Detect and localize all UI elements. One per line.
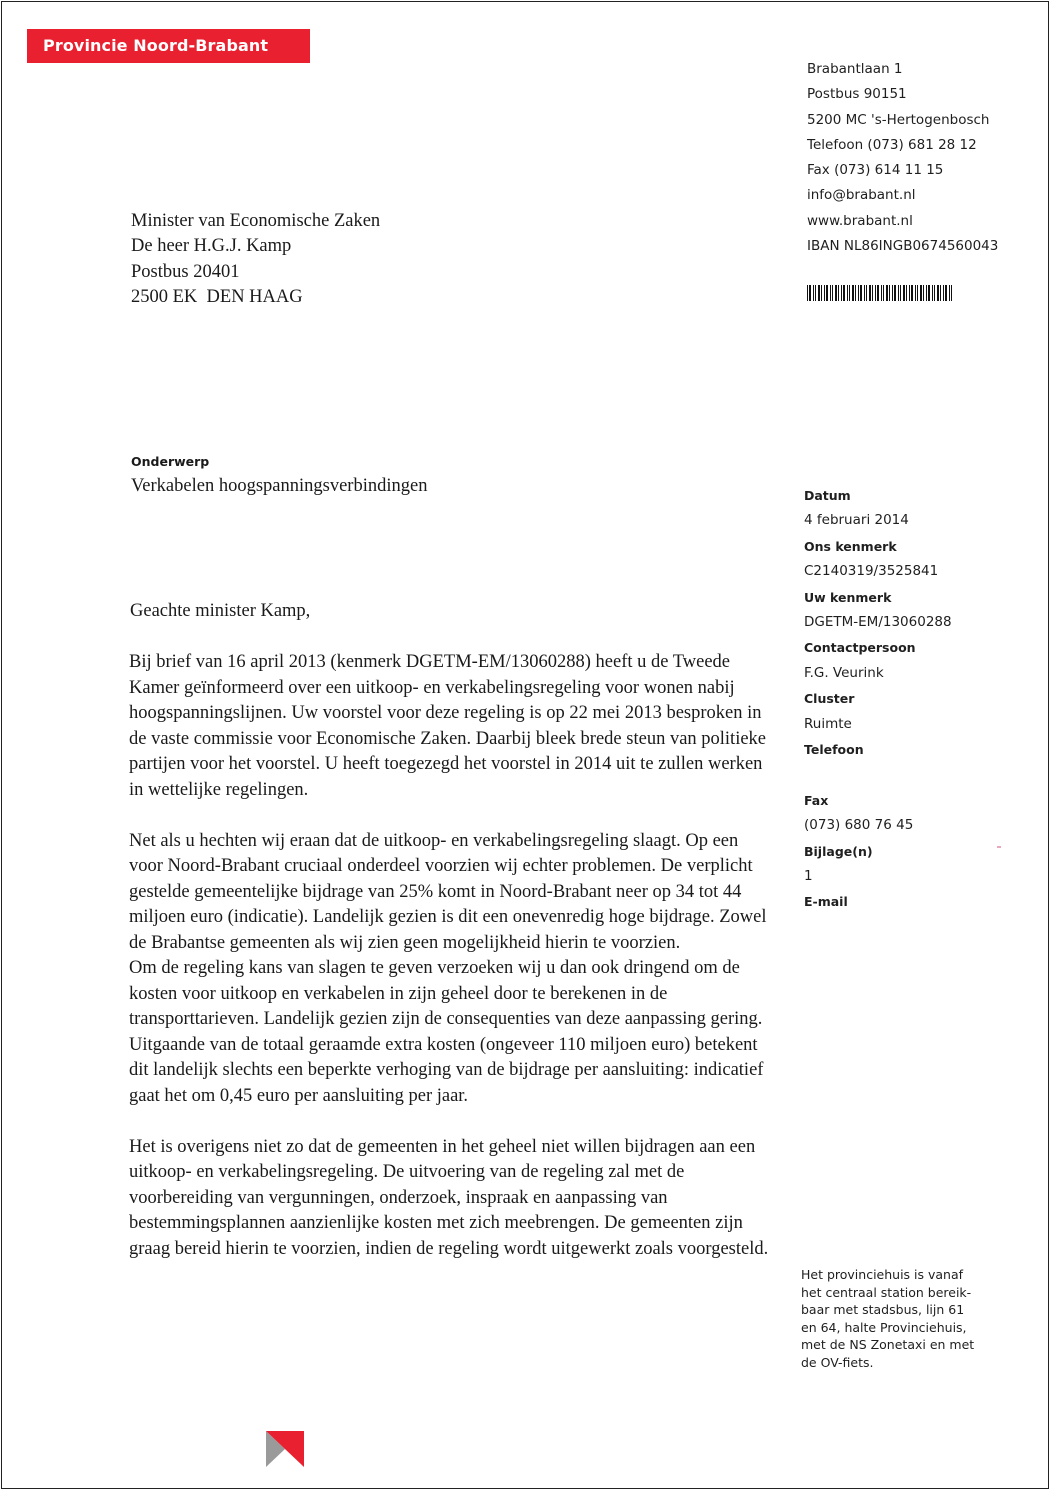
address-iban: IBAN NL86INGB0674560043 (807, 238, 999, 255)
note-line: en 64, halte Provinciehuis, (801, 1319, 967, 1335)
sender-address (807, 57, 1037, 259)
note-line: met de NS Zonetaxi en met (801, 1337, 975, 1353)
recipient-address (131, 209, 380, 310)
bijlage-value: 1 (804, 868, 813, 885)
note-line: het centraal station bereik- (801, 1284, 972, 1300)
scan-speck (997, 846, 1001, 848)
paragraph: Net als u hechten wij eraan dat de uitkoop- en verkabelingsregeling slaagt. Op een voor Noord-Brabant cruciaal onderdeel voorzien wij echter problemen. De verplicht gestelde gemeentelijke bijdrage van 25% komt in Noord-Brabant neer op 34 tot 44 miljoen euro (indicatie). Landelijk gezien is dit een onevenredig hoge bijdrage. Zowel de Brabantse gemeenten als wij zien geen mogelijkheid hierin te voorzien. (129, 830, 767, 953)
address-line: Postbus 90151 (807, 86, 907, 103)
recipient-line: Minister van Economische Zaken (131, 211, 381, 231)
brabant-mark-icon (266, 1431, 304, 1467)
address-line: Telefoon (073) 681 28 12 (807, 136, 977, 153)
address-website[interactable]: www.brabant.nl (807, 212, 913, 229)
contactpersoon-value: F.G. Veurink (804, 664, 884, 681)
telefoon-value (804, 762, 1034, 787)
ons-kenmerk-label: Ons kenmerk (804, 538, 897, 554)
recipient-line: De heer H.G.J. Kamp (131, 236, 292, 257)
uw-kenmerk-label: Uw kenmerk (804, 589, 892, 605)
paragraph: Om de regeling kans van slagen te geven verzoeken wij u dan ook dringend om de kosten voor uitkoop en verkabelen in zijn geheel door te berekenen in de transporttarieven. Landelijk gezien zijn de consequenties van deze aanpassing gering. Uitgaande van de totaal geraamde extra kosten (ongeveer 110 miljoen euro) betekent dit landelijk slechts een beperkte verhoging van de bijdrage per aansluiting: indicatief gaat het om 0,45 euro per aansluiting per jaar. (129, 958, 764, 1106)
recipient-line: 2500 EK DEN HAAG (131, 286, 303, 307)
ons-kenmerk-value: C2140319/3525841 (804, 563, 939, 580)
datum-label: Datum (804, 488, 851, 503)
barcode-icon (807, 285, 953, 301)
address-line: 5200 MC 's-Hertogenbosch (807, 111, 990, 128)
note-line: baar met stadsbus, lijn 61 (801, 1302, 965, 1318)
paragraph: Bij brief van 16 april 2013 (kenmerk DGETM-EM/13060288) heeft u de Tweede Kamer geïnformeerd over een uitkoop- en verkabelingsregeling voor wonen nabij hoogspanningslijnen. Uw voorstel voor deze regeling is op 22 mei 2013 besproken in de vaste commissie voor Economische Zaken. Daarbij bleek brede steun van politieke partijen voor het voorstel. U heeft toegezegd het voorstel in 2014 uit te zullen werken in wettelijke regelingen. (129, 652, 767, 800)
contactpersoon-label: Contactpersoon (804, 640, 916, 656)
address-email[interactable]: info@brabant.nl (807, 187, 916, 204)
directions-note (801, 1266, 991, 1372)
fax-label: Fax (804, 792, 829, 808)
telefoon-label: Telefoon (804, 742, 864, 758)
bijlage-label: Bijlage(n) (804, 843, 873, 859)
recipient-line: Postbus 20401 (131, 261, 240, 282)
email-label: E-mail (804, 894, 848, 910)
letter-body (129, 650, 769, 1288)
subject-label: Onderwerp (131, 454, 210, 469)
note-line: de OV-fiets. (801, 1354, 874, 1370)
fax-value: (073) 680 76 45 (804, 817, 914, 834)
letter-metadata (804, 483, 1034, 915)
cluster-label: Cluster (804, 691, 855, 707)
salutation: Geachte minister Kamp, (130, 601, 311, 621)
address-line: Fax (073) 614 11 15 (807, 162, 944, 179)
paragraph: Het is overigens niet zo dat de gemeenten in het geheel niet willen bijdragen aan een uitkoop- en verkabelingsregeling. De uitvoering van de regeling zal met de voorbereiding van vergunningen, onderzoek, inspraak en aanpassing van bestemmingsplannen aanzienlijke kosten met zich meebrengen. De gemeenten zijn graag bereid hierin te voorzien, indien de regeling wordt uitgewerkt zoals voorgesteld. (129, 1136, 769, 1259)
address-line: Brabantlaan 1 (807, 61, 903, 77)
uw-kenmerk-value: DGETM-EM/13060288 (804, 614, 952, 631)
note-line: Het provinciehuis is vanaf (801, 1267, 964, 1282)
cluster-value: Ruimte (804, 715, 852, 732)
subject-text: Verkabelen hoogspanningsverbindingen (131, 476, 428, 496)
provincie-logo: Provincie Noord-Brabant (27, 29, 310, 63)
datum-value: 4 februari 2014 (804, 512, 909, 529)
